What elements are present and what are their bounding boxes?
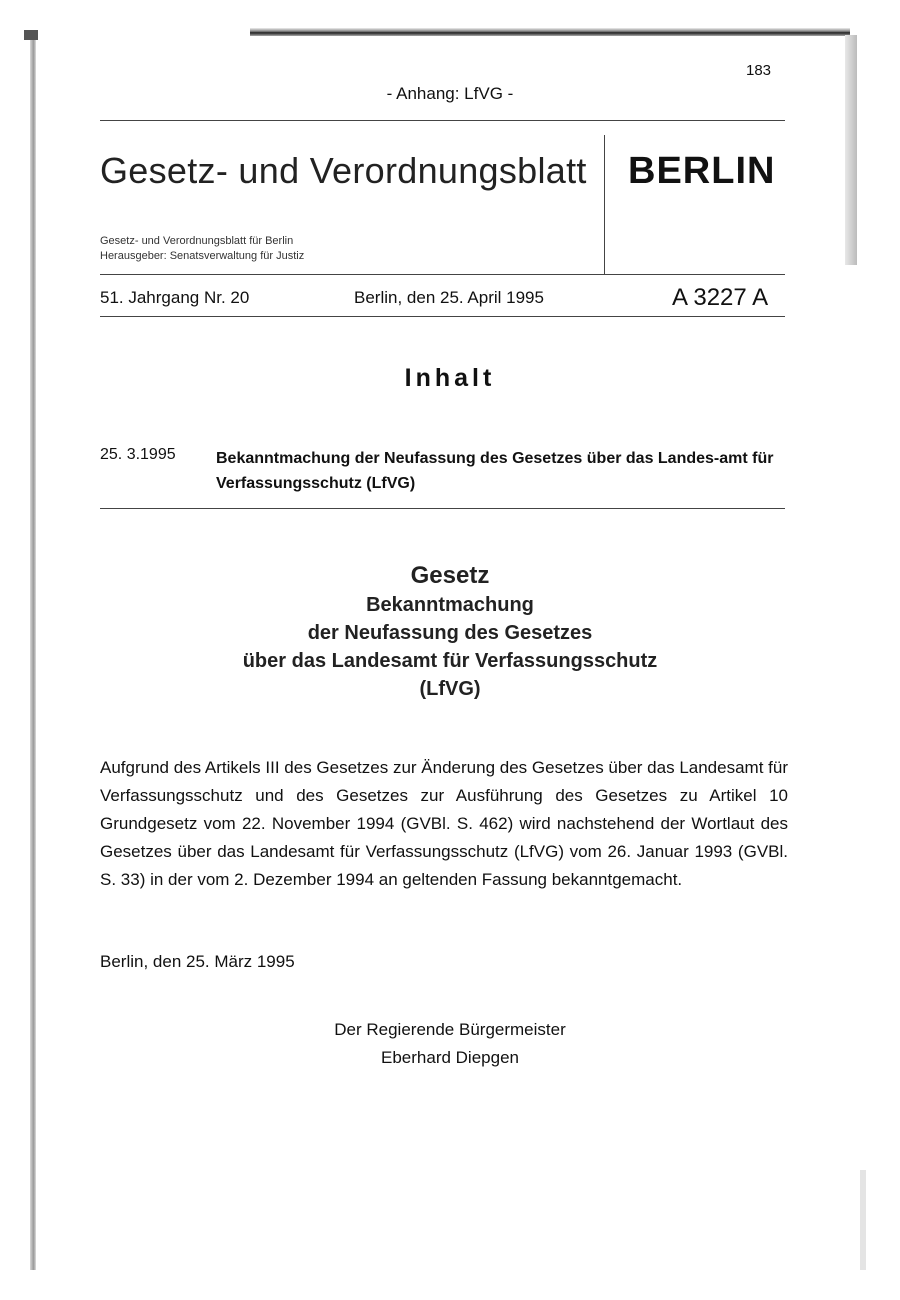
law-subheading-line: über das Landesamt für Verfassungsschutz: [242, 650, 658, 672]
page-number: 183: [746, 62, 772, 79]
scan-edge-corner: [24, 30, 38, 40]
issue-rule: [100, 316, 785, 317]
contents-rule: [100, 508, 785, 509]
law-subheading-line: Bekanntmachung: [366, 594, 534, 616]
scan-edge-right-lower: [860, 1170, 866, 1270]
issue-date: Berlin, den 25. April 1995: [354, 288, 544, 307]
toc-entry-title: Bekanntmachung der Neufassung des Gesetzes über das Landes-amt für Verfassungsschutz (LfVG): [216, 450, 774, 492]
appendix-note: - Anhang: LfVG -: [386, 84, 514, 103]
toc-entry-date: 25. 3.1995: [100, 446, 176, 463]
signatory-title: Der Regierende Bürgermeister: [334, 1020, 566, 1039]
header-rule: [100, 120, 785, 121]
preamble-paragraph: Aufgrund des Artikels III des Gesetzes zur Änderung des Gesetzes über das Landesamt für Verfassungsschutz und des Gesetzes zur Ausführung des Gesetzes zu Artikel 10 Grundgesetz vom 22. November 1994 (GVBl. S. 462) wird nachstehend der Wortlaut des Gesetzes über das Landesamt für Verfassungsschutz (LfVG) vom 26. Januar 1993 (GVBl. S. 33) in der vom 2. Dezember 1994 an geltenden Fassung bekanntgemacht.: [100, 758, 788, 889]
gazette-city: BERLIN: [628, 150, 776, 192]
masthead-rule: [100, 274, 785, 275]
scan-edge-top: [250, 28, 850, 36]
gazette-title: Gesetz- und Verordnungsblatt: [100, 150, 587, 191]
contents-title: Inhalt: [404, 364, 496, 392]
postal-code: A 3227 A: [672, 284, 769, 311]
law-subheading-line: der Neufassung des Gesetzes: [307, 622, 593, 644]
publisher-line: Gesetz- und Verordnungsblatt für Berlin: [100, 235, 294, 247]
issue-number: 51. Jahrgang Nr. 20: [100, 288, 250, 307]
place-and-date: Berlin, den 25. März 1995: [100, 952, 295, 971]
signatory-name: Eberhard Diepgen: [381, 1048, 519, 1067]
publisher-line: Herausgeber: Senatsverwaltung für Justiz: [100, 250, 305, 262]
scan-edge-right: [845, 35, 857, 265]
law-subheading-line: (LfVG): [419, 678, 481, 700]
law-heading: Gesetz: [410, 562, 490, 589]
masthead-divider: [604, 135, 605, 275]
